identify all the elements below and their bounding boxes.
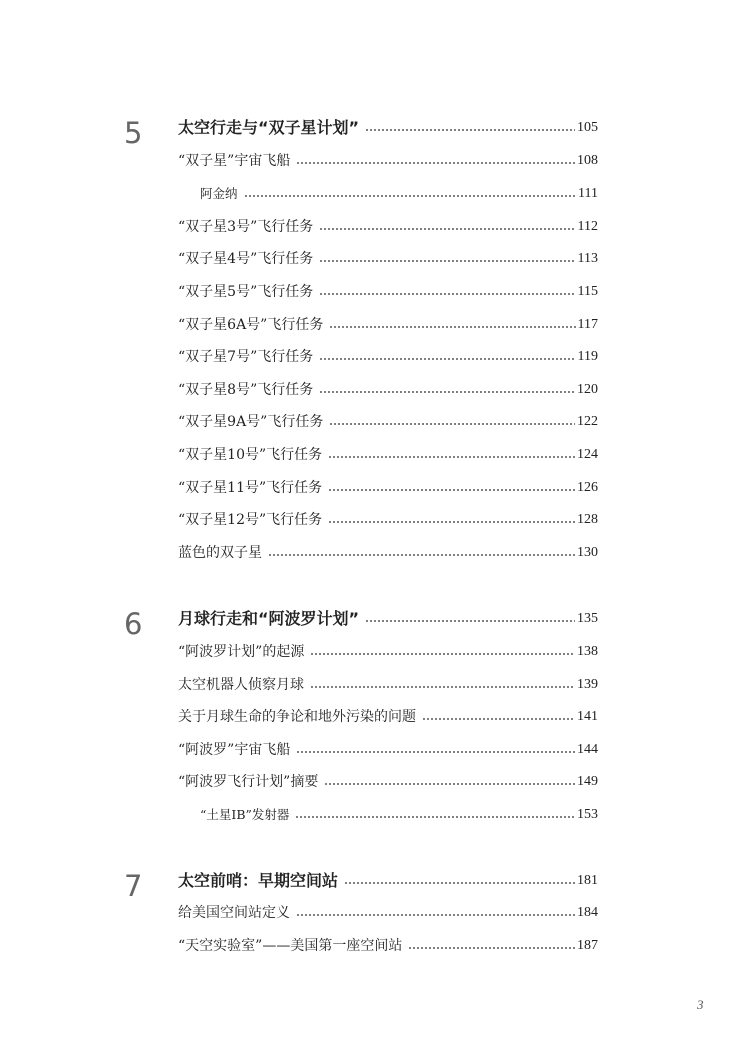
page-ref: 181 xyxy=(577,873,598,888)
page-ref: 105 xyxy=(577,120,598,135)
page-ref: 135 xyxy=(577,611,598,626)
dot-leader xyxy=(344,880,575,886)
toc-subentry xyxy=(200,183,598,205)
dot-leader xyxy=(422,716,575,722)
toc-entry xyxy=(178,281,598,303)
toc-entry xyxy=(178,444,598,466)
page-ref: 138 xyxy=(577,644,598,659)
toc-entry xyxy=(178,346,598,368)
entry-title: “双子星10号”飞行任务 xyxy=(178,447,323,463)
dot-leader xyxy=(319,356,575,362)
chapter-title-row xyxy=(178,870,598,892)
dot-leader xyxy=(319,389,575,395)
toc-entry xyxy=(178,641,598,663)
entry-title: “双子星7号”飞行任务 xyxy=(178,349,314,365)
page-ref: 122 xyxy=(577,414,598,429)
dot-leader xyxy=(296,160,575,166)
toc-entry xyxy=(178,771,598,793)
page-ref: 115 xyxy=(577,284,598,299)
entry-title: 太空机器人侦察月球 xyxy=(178,677,304,693)
dot-leader xyxy=(329,324,575,330)
chapter-title: 月球行走和“阿波罗计划” xyxy=(178,609,360,628)
dot-leader xyxy=(329,421,575,427)
entry-title: “天空实验室”——美国第一座空间站 xyxy=(178,938,403,954)
chapter-number: 5 xyxy=(124,116,143,150)
entry-title: “土星IB”发射器 xyxy=(200,807,290,822)
dot-leader xyxy=(244,193,577,199)
entry-title: “双子星12号”飞行任务 xyxy=(178,512,323,528)
toc-entry xyxy=(178,674,598,696)
toc-entry xyxy=(178,477,598,499)
page-ref: 120 xyxy=(577,382,598,397)
dot-leader xyxy=(319,258,575,264)
toc-entry xyxy=(178,935,598,957)
page-ref: 117 xyxy=(577,317,598,332)
chapter-title: 太空行走与“双子星计划” xyxy=(178,118,360,137)
page-ref: 108 xyxy=(577,153,598,168)
page-ref: 149 xyxy=(577,774,598,789)
toc-entry xyxy=(178,542,598,564)
chapter-title: 太空前哨：早期空间站 xyxy=(178,871,339,890)
dot-leader xyxy=(296,749,575,755)
toc-entry xyxy=(178,739,598,761)
dot-leader xyxy=(328,454,575,460)
dot-leader xyxy=(319,291,575,297)
entry-title: “双子星3号”飞行任务 xyxy=(178,219,314,235)
page-number: 3 xyxy=(697,997,704,1012)
dot-leader xyxy=(319,226,575,232)
page-ref: 187 xyxy=(577,938,598,953)
dot-leader xyxy=(365,127,575,133)
toc-subentry xyxy=(200,804,598,826)
entry-title: “阿波罗计划”的起源 xyxy=(178,644,305,660)
entry-title: “双子星6A号”飞行任务 xyxy=(178,317,324,333)
entry-title: 关于月球生命的争论和地外污染的问题 xyxy=(178,709,416,725)
page-ref: 111 xyxy=(578,186,598,201)
page-ref: 130 xyxy=(577,545,598,560)
page-ref: 128 xyxy=(577,512,598,527)
chapter-number: 7 xyxy=(124,869,143,903)
toc-entry xyxy=(178,150,598,172)
entry-title: “双子星4号”飞行任务 xyxy=(178,251,314,267)
page-ref: 139 xyxy=(577,677,598,692)
dot-leader xyxy=(268,552,575,558)
toc-entry xyxy=(178,314,598,336)
page-ref: 144 xyxy=(577,742,598,757)
toc-entry xyxy=(178,706,598,728)
entry-title: “双子星”宇宙飞船 xyxy=(178,153,291,169)
dot-leader xyxy=(408,945,575,951)
entry-title: “双子星11号”飞行任务 xyxy=(178,480,323,496)
entry-title: “阿波罗飞行计划”摘要 xyxy=(178,774,319,790)
entry-title: 给美国空间站定义 xyxy=(178,905,290,921)
toc-entry xyxy=(178,902,598,924)
entry-title: “双子星8号”飞行任务 xyxy=(178,382,314,398)
page-ref: 112 xyxy=(577,219,598,234)
toc-entry xyxy=(178,411,598,433)
dot-leader xyxy=(328,487,575,493)
dot-leader xyxy=(310,684,575,690)
dot-leader xyxy=(324,781,575,787)
dot-leader xyxy=(295,814,575,820)
entry-title: “阿波罗”宇宙飞船 xyxy=(178,742,291,758)
page-ref: 141 xyxy=(577,709,598,724)
entry-title: “双子星5号”飞行任务 xyxy=(178,284,314,300)
dot-leader xyxy=(310,651,575,657)
toc-entry xyxy=(178,216,598,238)
page-ref: 153 xyxy=(577,807,598,822)
entry-title: 蓝色的双子星 xyxy=(178,545,262,561)
page-ref: 184 xyxy=(577,905,598,920)
toc-entry xyxy=(178,379,598,401)
chapter-title-row xyxy=(178,608,598,630)
dot-leader xyxy=(328,519,575,525)
toc-entry xyxy=(178,509,598,531)
page-ref: 124 xyxy=(577,447,598,462)
chapter-title-row xyxy=(178,117,598,139)
toc-entry xyxy=(178,248,598,270)
page-ref: 119 xyxy=(577,349,598,364)
dot-leader xyxy=(365,618,575,624)
page-ref: 126 xyxy=(577,480,598,495)
entry-title: “双子星9A号”飞行任务 xyxy=(178,414,324,430)
chapter-number: 6 xyxy=(124,607,143,641)
entry-title: 阿金纳 xyxy=(200,186,238,201)
page-ref: 113 xyxy=(577,251,598,266)
dot-leader xyxy=(296,912,575,918)
